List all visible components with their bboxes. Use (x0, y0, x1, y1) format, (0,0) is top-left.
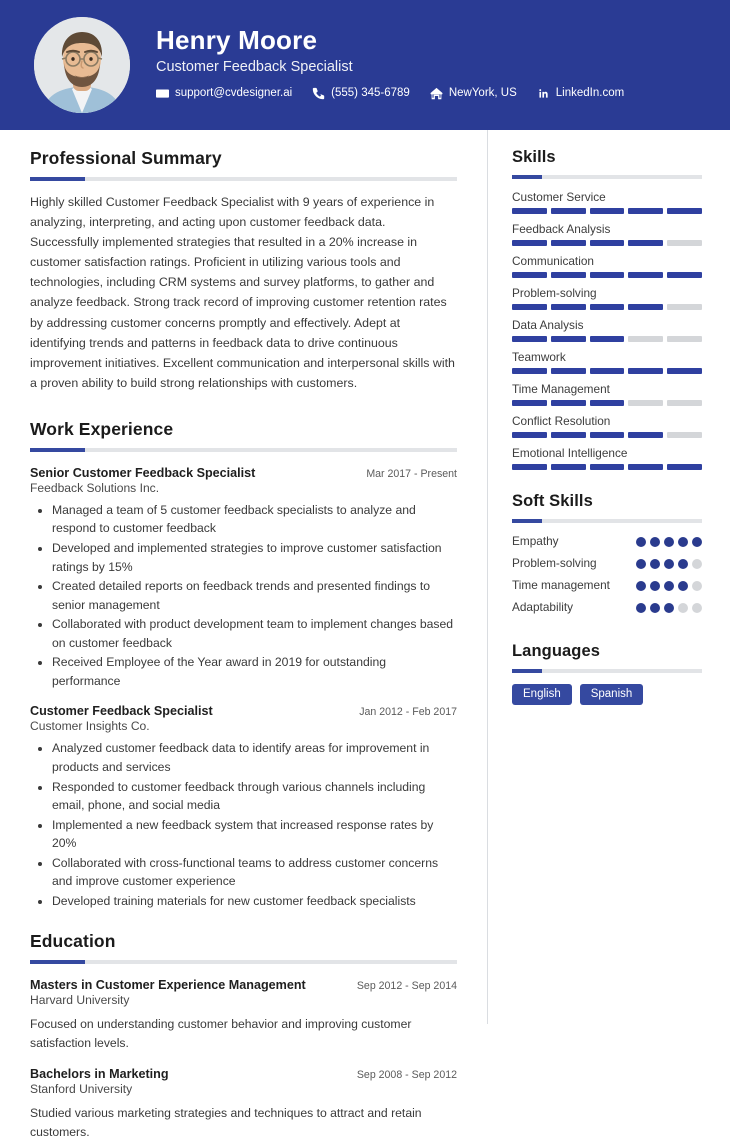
skill-segment (551, 368, 586, 374)
skill-segment (551, 272, 586, 278)
envelope-icon (156, 87, 169, 100)
job-title: Customer Feedback Specialist (156, 58, 353, 75)
education-degree: Masters in Customer Experience Management (30, 978, 306, 993)
education-school: Harvard University (30, 993, 130, 1008)
skill-label: Communication (512, 254, 594, 268)
skill-segment (551, 400, 586, 406)
skill-segment (628, 400, 663, 406)
section-title-experience: Work Experience (30, 418, 174, 439)
rating-dot (650, 537, 660, 547)
rating-dot (650, 581, 660, 591)
education-date: Sep 2012 - Sep 2014 (356, 980, 457, 993)
section-title-soft-skills: Soft Skills (512, 492, 593, 510)
education-school: Stanford University (30, 1082, 133, 1097)
linkedin-icon (537, 87, 550, 100)
section-soft-skills (512, 492, 702, 616)
section-languages (512, 642, 702, 705)
soft-skills-list (512, 534, 702, 616)
experience-company: Customer Insights Co. (30, 719, 150, 734)
skill-segment (628, 240, 663, 246)
list-item: • Developed training materials for new customer feedback specialists (52, 892, 457, 911)
skill-segment (667, 432, 702, 438)
rating-dot (664, 559, 674, 569)
skill-level-bar (512, 208, 702, 214)
spacer (512, 478, 702, 492)
experience-entry (30, 704, 457, 910)
skill-segment (628, 208, 663, 214)
section-skills (512, 148, 702, 470)
skill-segment (667, 208, 702, 214)
skill-segment (512, 336, 547, 342)
soft-skill-label: Empathy (512, 534, 559, 548)
skill-segment (628, 464, 663, 470)
skill-segment (628, 368, 663, 374)
spacer (512, 622, 702, 642)
education-description: Focused on understanding customer behavior and improving customer satisfaction levels. (30, 1017, 412, 1051)
rating-dot (692, 581, 702, 591)
skill-segment (667, 400, 702, 406)
skill-level-bar (512, 336, 702, 342)
skill-label: Problem-solving (512, 286, 597, 300)
education-date: Sep 2008 - Sep 2012 (356, 1069, 457, 1082)
skill-level-bar (512, 464, 702, 470)
skill-label: Customer Service (512, 190, 606, 204)
summary-text: Highly skilled Customer Feedback Specialist with 9 years of experience in analyzing, interpreting, and acting upon customer feedback data. Successfully implemented strategies that resulted in a 20% increase in customer satisfaction ratings. Proficient in utilizing various tools and technologies, including CRM systems and survey platforms, to gather and analyze feedback. Strong track record of improving customer retention rates by addressing customer concerns promptly and effectively. Adept at identifying trends and patterns in feedback data to drive continuous improvement initiatives. Excellent communication and interpersonal skills with a proven ability to build strong relationships with customers. (30, 195, 455, 390)
experience-date: Jan 2012 - Feb 2017 (359, 706, 457, 719)
skill-label: Emotional Intelligence (512, 446, 628, 460)
soft-skill-label: Time management (512, 577, 610, 592)
contact-location[interactable] (430, 87, 517, 100)
skill-segment (628, 304, 663, 310)
section-professional-summary (30, 148, 457, 393)
contact-email[interactable] (156, 87, 292, 100)
education-description: Studied various marketing strategies and techniques to attract and retain customers. (30, 1106, 422, 1140)
rating-dot (650, 559, 660, 569)
rating-dot (692, 537, 702, 547)
soft-skill-row (512, 534, 702, 550)
skill-segment (667, 368, 702, 374)
soft-skill-rating (636, 556, 702, 569)
section-title-skills: Skills (512, 148, 556, 166)
rating-dot (636, 581, 646, 591)
page-title: Henry Moore (156, 25, 318, 56)
skill-label: Teamwork (512, 350, 566, 364)
skill-segment (628, 272, 663, 278)
list-item: • Collaborated with product development team to implement changes based on customer feedback (52, 615, 457, 652)
experience-title: Customer Feedback Specialist (30, 704, 213, 719)
spacer (30, 393, 457, 419)
skill-segment (512, 400, 547, 406)
skill-segment (551, 208, 586, 214)
experience-title: Senior Customer Feedback Specialist (30, 465, 256, 480)
rating-dot (636, 537, 646, 547)
education-entry (30, 978, 457, 1053)
entry-header (30, 978, 457, 992)
skill-label: Feedback Analysis (512, 222, 611, 236)
skill-segment (551, 432, 586, 438)
rating-dot (664, 537, 674, 547)
spacer (30, 911, 457, 931)
soft-skill-row (512, 556, 702, 572)
skill-level-bar (512, 304, 702, 310)
soft-skill-label: Adaptability (512, 599, 573, 614)
contact-linkedin-label: LinkedIn.com (555, 87, 625, 100)
skill-segment (551, 336, 586, 342)
rating-dot (678, 559, 688, 569)
skill-segment (590, 464, 625, 470)
resume-body (0, 130, 730, 1140)
skill-label: Conflict Resolution (512, 414, 611, 428)
skill-segment (667, 304, 702, 310)
soft-skill-rating (636, 578, 702, 591)
skill-segment (551, 304, 586, 310)
rating-dot (664, 581, 674, 591)
rating-dot (692, 603, 702, 613)
skill-segment (590, 368, 625, 374)
skill-segment (667, 336, 702, 342)
skill-segment (590, 208, 625, 214)
list-item: • Received Employee of the Year award in 2019 for outstanding performance (52, 653, 457, 690)
section-rule (512, 669, 702, 673)
skill-level-bar (512, 368, 702, 374)
skill-segment (512, 464, 547, 470)
profile-photo-icon (34, 17, 130, 113)
skills-list (512, 190, 702, 470)
skill-segment (512, 240, 547, 246)
skill-segment (590, 400, 625, 406)
entry-header (30, 704, 457, 718)
list-item: • Developed and implemented strategies to improve customer satisfaction ratings by 15% (52, 539, 457, 576)
skill-segment (512, 272, 547, 278)
list-item: • Created detailed reports on feedback trends and presented findings to senior management (52, 577, 457, 614)
sidebar-column (487, 130, 730, 1024)
list-item: • Managed a team of 5 customer feedback specialists to analyze and respond to customer feedback (52, 501, 457, 538)
skill-segment (590, 336, 625, 342)
skill-level-bar (512, 240, 702, 246)
education-degree: Bachelors in Marketing (30, 1067, 169, 1082)
section-rule (30, 448, 457, 452)
contact-email-label: support@cvdesigner.ai (175, 87, 293, 100)
skill-level-bar (512, 432, 702, 438)
contact-phone[interactable] (312, 87, 410, 100)
contact-location-label: NewYork, US (448, 87, 517, 100)
skill-segment (551, 464, 586, 470)
skill-segment (512, 432, 547, 438)
contact-row (156, 87, 624, 100)
soft-skill-label: Problem-solving (512, 555, 597, 570)
list-item: • Analyzed customer feedback data to identify areas for improvement in products and services (52, 739, 457, 776)
header-text-block (156, 26, 624, 104)
skill-segment (667, 240, 702, 246)
language-badge[interactable]: Spanish (580, 684, 644, 705)
skill-segment (512, 368, 547, 374)
section-title-summary: Professional Summary (30, 148, 222, 168)
skill-label: Time Management (512, 382, 610, 396)
rating-dot (692, 559, 702, 569)
skill-label: Data Analysis (512, 318, 584, 332)
soft-skill-rating (636, 534, 702, 547)
skill-level-bar (512, 272, 702, 278)
skill-segment (590, 272, 625, 278)
rating-dot (678, 581, 688, 591)
section-title-education: Education (30, 931, 116, 952)
contact-linkedin[interactable] (537, 87, 624, 100)
section-rule (512, 519, 702, 523)
rating-dot (678, 603, 688, 613)
phone-icon (312, 87, 325, 100)
section-rule (30, 960, 457, 964)
skill-level-bar (512, 400, 702, 406)
skill-segment (628, 336, 663, 342)
home-icon (430, 87, 443, 100)
soft-skill-rating (636, 600, 702, 613)
rating-dot (636, 603, 646, 613)
section-education (30, 931, 457, 1142)
section-rule (30, 177, 457, 181)
resume-header (0, 0, 730, 130)
entry-header (30, 466, 457, 480)
section-title-languages: Languages (512, 641, 601, 660)
experience-company: Feedback Solutions Inc. (30, 480, 160, 495)
experience-bullets (30, 739, 457, 910)
avatar (34, 17, 130, 113)
experience-entry (30, 466, 457, 690)
list-item: • Collaborated with cross-functional teams to address customer concerns and improve customer experience (52, 854, 457, 891)
experience-bullets (30, 501, 457, 690)
education-entry (30, 1067, 457, 1142)
entry-header (30, 1067, 457, 1081)
skill-segment (551, 240, 586, 246)
rating-dot (636, 559, 646, 569)
skill-segment (512, 208, 547, 214)
skill-segment (512, 304, 547, 310)
section-work-experience (30, 419, 457, 910)
languages-list (512, 684, 702, 705)
list-item: • Implemented a new feedback system that increased response rates by 20% (52, 816, 457, 853)
section-rule (512, 175, 702, 179)
skill-segment (590, 304, 625, 310)
skill-segment (590, 240, 625, 246)
experience-date: Mar 2017 - Present (366, 467, 457, 480)
contact-phone-label: (555) 345-6789 (331, 87, 410, 100)
skill-segment (667, 272, 702, 278)
main-column (0, 130, 487, 1140)
rating-dot (678, 537, 688, 547)
rating-dot (664, 603, 674, 613)
skill-segment (667, 464, 702, 470)
skill-segment (628, 432, 663, 438)
language-badge[interactable]: English (512, 684, 572, 705)
soft-skill-row (512, 600, 702, 616)
list-item: • Responded to customer feedback through various channels including email, phone, and social media (52, 778, 457, 815)
rating-dot (650, 603, 660, 613)
soft-skill-row (512, 578, 702, 594)
skill-segment (590, 432, 625, 438)
